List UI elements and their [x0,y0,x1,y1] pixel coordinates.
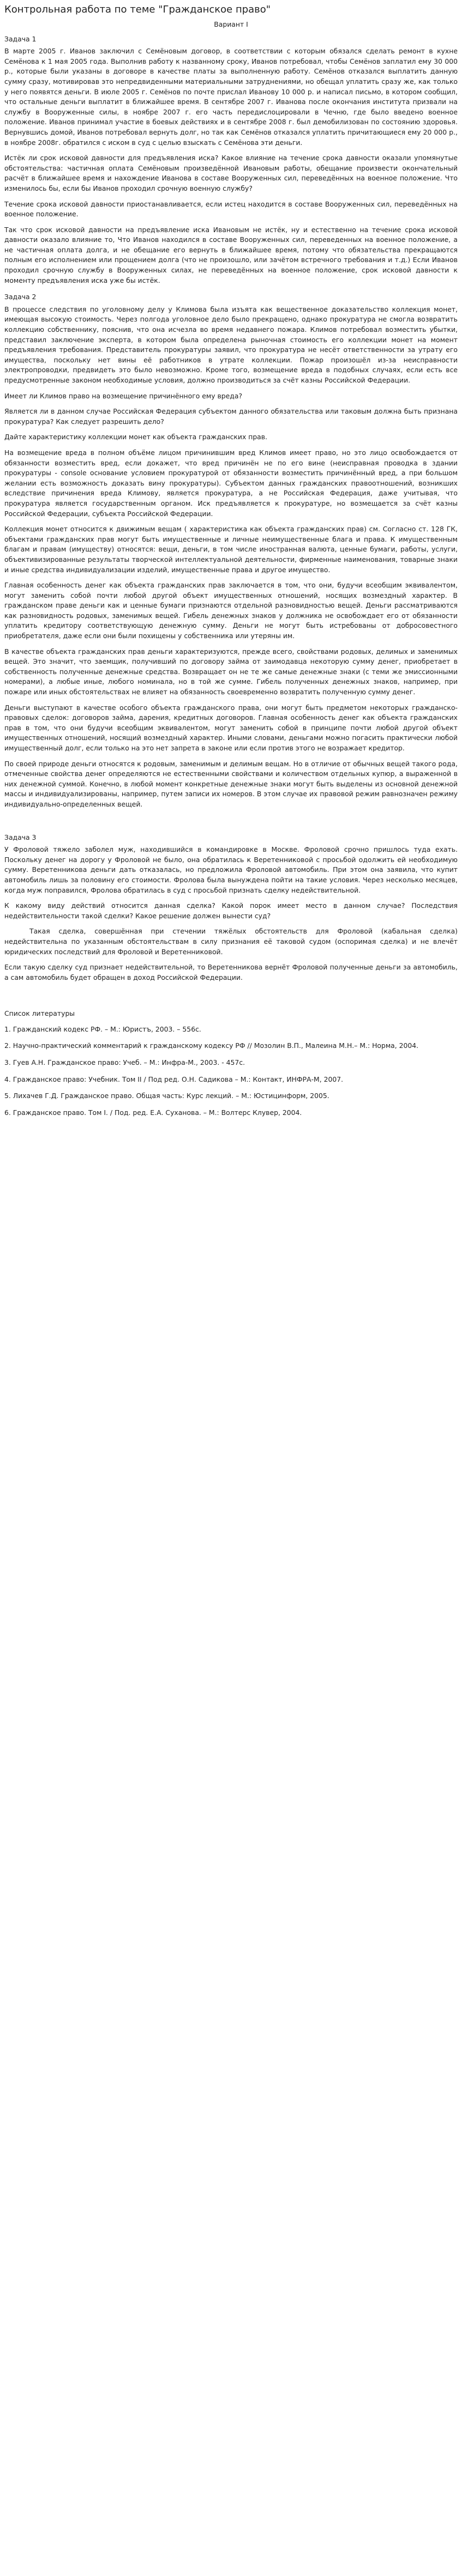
task-3-answer-2: Если такую сделку суд признает недействительной, то Веретенникова вернёт Фроловой полученные деньги за автомобиль, а сам автомобиль будет обращен в доход Российской Федерации. [4,963,458,981]
task-2-question-3: Дайте характеристику коллекции монет как объекта гражданских прав. [4,433,268,441]
literature-item: 1. Гражданский кодекс РФ. – М.: Юристъ, 2003. – 556с. [4,1025,201,1033]
literature-heading: Список литературы [4,1009,75,1018]
task-2-question-1: Имеет ли Климов право на возмещение причинённого ему вреда? [4,391,243,400]
section-spacer [4,815,458,826]
document [0,0,462,1137]
task-3-problem: У Фроловой тяжело заболел муж, находившийся в командировке в Москве. Фроловой срочно пришлось туда ехать. Поскольку денег на дорогу у Фроловой не было, она обратилась к Веретенниковой с просьбой одолжить ей необходимую сумму. Веретенникова деньги дать отказалась, но предложила Фроловой автомобиль. При этом она заявила, что купит автомобиль лишь за половину его стоимости. Фролова была вынуждена пойти на такие условия. Через несколько месяцев, когда муж поправился, Фролова обратилась в суд с просьбой признать сделку недействительной. [4,845,458,894]
task-1-heading: Задача 1 [4,34,37,43]
literature-item: 6. Гражданское право. Том I. / Под. ред. Е.А. Суханова. – М.: Волтерс Клувер, 2004. [4,1108,302,1117]
task-2-answer-3: Главная особенность денег как объекта гражданских прав заключается в том, что они, будучи всеобщим эквивалентом, могут заменить собой почти любой другой объект имущественных отношений, носящих возмездный характер. В гражданском праве деньги как и ценные бумаги признаются отдельной разновидностью вещей. Деньги рассматриваются как разновидность родовых, заменимых вещей. Гибель денежных знаков у должника не освобождает его от обязанности уплатить кредитору соответствующую денежную сумму. Деньги не могут быть истребованы от добросовестного приобретателя, даже если они были похищены у собственника или утеряны им. [4,581,458,640]
task-2-question-2: Является ли в данном случае Российская Федерация субъектом данного обязательства или таковым должна быть признана прокуратура? Как следует разрешить дело? [4,407,458,426]
task-2-heading: Задача 2 [4,293,37,301]
document-title: Контрольная работа по теме "Гражданское право" [4,4,271,15]
task-1-answer-rule: Течение срока исковой давности приостанавливается, если истец находится в составе Вооруженных сил, переведённых на военное положение. [4,199,458,219]
task-1-problem: В марте 2005 г. Иванов заключил с Семёновым договор, в соответствии с которым обязался сделать ремонт в кухне Семёнова к 1 мая 2005 года. Выполнив работу к названному сроку, Иванов потребовал, чтобы Семёнов заплатил ему 30 000 р., которые были указаны в договоре в качестве платы за выполненную работу. Семёнов отказался выплатить данную сумму сразу, мотивировав это непредвиденными материальными затруднениями, но обещал уплатить сразу же, как только у него появятся деньги. В июле 2005 г. Семёнов по почте прислал Иванову 10 000 р. и написал письмо, в котором сообщил, что остальные деньги выплатит в ближайшее время. В сентябре 2007 г. Иванова после окончания института призвали на службу в Вооруженные силы, в ноябре 2007 г. его часть передислоцировали в Чечню, где было введено военное положение. Иванов принимал участие в боевых действиях и в сентябре 2008 г. был демобилизован по состоянию здоровья. Вернувшись домой, Иванов потребовал вернуть долг, но так как Семёнов отказался уплатить причитающиеся ему 20 000 р., в ноябре 2008г. обратился с иском в суд с целью взыскать с Семёнова эти деньги. [4,47,458,147]
task-2-problem: В процессе следствия по уголовному делу у Климова была изъята как вещественное доказательство коллекция монет, имеющая высокую стоимость. Через полгода уголовное дело было прекращено, однако прокуратура не смогла возвратить коллекцию собственнику, пояснив, что она исчезла во время недавнего пожара. Климов потребовал возместить убытки, представил заключение эксперта, в котором была определена рыночная стоимость его коллекции монет на момент предъявления требования. Представитель прокуратуры заявил, что прокуратура не несёт ответственности за утрату его имущества, поскольку нет вины её работников в утрате коллекции. Пожар произошёл из-за неисправности электропроводки, предвидеть это было невозможно. Кроме того, возмещение вреда в подобных случаях, если есть все предусмотренные законом необходимые условия, должно производиться за счёт казны Российской Федерации. [4,305,458,384]
task-2-answer-6: По своей природе деньги относятся к родовым, заменимым и делимым вещам. Но в отличие от обычных вещей такого рода, отмеченные свойства денег определяются не естественными свойствами и количеством отдельных купюр, а выраженной в них денежной суммой. Конечно, в любой момент конкретные денежные знаки могут быть выделены из основной денежной массы и индивидуализированы, например, путем записи их номеров. В этом случае их правовой режим равнозначен режиму индивидуально-определенных вещей. [4,759,458,808]
task-1-questions: Истёк ли срок исковой давности для предъявления иска? Какое влияние на течение срока давности оказали упомянутые обстоятельства: частичная оплата Семёновым произведённой Ивановым работы, обещание произвести окончательный расчёт в ближайшее время и нахождение Иванова в составе Вооруженных сил, переведённых на военное положение. Что изменилось бы, если бы Иванов проходил срочную военную службу? [4,154,458,192]
literature-item: 5. Лихачев Г.Д. Гражданское право. Общая часть: Курс лекций. – М.: Юстицинформ, 2005. [4,1092,329,1100]
section-spacer [4,988,458,999]
literature-list [4,1025,458,1118]
task-1-answer: Так что срок исковой давности на предъявление иска Ивановым не истёк, ну и естественно на течение срока исковой давности оказало влияние то, Что Иванов находился в составе Вооруженных сил, переведенных на военное положение, а не частичная оплата долга, и не обещание его вернуть в ближайшее время, потому что обязательства прекращаются полным его исполнением или прощением долга (что не произошло, или зачётом встречного требования и т.д.) Если Иванов проходил срочную службу в Вооруженных силах, не переведённых на военное положение, срок исковой давности к моменту предъявления иска уже бы истёк. [4,225,458,284]
task-2-answer-5: Деньги выступают в качестве особого объекта гражданского права, они могут быть предметом некоторых гражданско-правовых сделок: договоров займа, дарения, кредитных договоров. Главная особенность денег как объекта гражданских прав в том, что они будучи всеобщим эквивалентом, могут заменить собой в принципе почти любой другой объект имущественных отношений, носящий возмездный характер. Иными словами, деньгами можно погасить практически любой имущественный долг, если только на это нет запрета в законе или если против этого не возражает кредитор. [4,703,458,752]
task-2-answer-2: Коллекция монет относится к движимым вещам ( характеристика как объекта гражданских прав) см. Согласно ст. 128 ГК, объектами гражданских прав могут быть имущественные и личные неимущественные блага и права. К имущественным благам и правам (имуществу) относятся: вещи, деньги, в том числе иностранная валюта, ценные бумаги, работы, услуги, объективизированные результаты творческой интеллектуальной деятельности, фирменные наименования, товарные знаки и иные средства индивидуализации изделий, имущественные права и другое имущество. [4,525,458,574]
task-3-section [4,833,458,983]
task-2-section [4,292,458,809]
task-2-answer-1: На возмещение вреда в полном объёме лицом причинившим вред Климов имеет право, но это лицо освобождается от обязанности возместить вред, если докажет, что вред причинён не по его вине (неисправная проводка в здании прокуратуры - console основание условием прокуратурой от обязанности возместить причинённый вред, а при большом желании есть возможность доказать вину прокуратуры). Субъектом данных гражданских правоотношений, возникших вследствие причинения вреда Климову, является прокуратура, а не Российская Федерация, даже учитывая, что прокуратура является государственным органом. Иск предъявляется к прокуратуре, но возмещается за счёт казны Российской Федерации, субъекта Российской Федерации. [4,448,458,518]
literature-section [4,1009,458,1118]
task-3-heading: Задача 3 [4,833,37,841]
literature-item: 4. Гражданское право: Учебник. Том II / Под ред. О.Н. Садикова – М.: Контакт, ИНФРА-М, 2007. [4,1075,344,1083]
task-3-questions: К какому виду действий относится данная сделка? Какой порок имеет место в данном случае? Последствия недействительности такой сделки? Какое решение должен вынести суд? [4,901,458,920]
task-2-answer-4: В качестве объекта гражданских прав деньги характеризуются, прежде всего, свойствами родовых, делимых и заменимых вещей. Это значит, что заемщик, получивший по договору займа от заимодавца некоторую сумму денег, приобретает в собственность полученные денежные средства. Возвращает он не те же самые денежные знаки (с теми же эмиссионными номерами), а любые иные, любого номинала, но в той же сумме. Гибель полученных денежных знаков, например, при пожаре или иных обстоятельствах не влияет на обязанность своевременно возвратить полученную сумму денег. [4,647,458,696]
literature-item: 2. Научно-практический комментарий к гражданскому кодексу РФ // Мозолин В.П., Малеина М.Н.– М.: Норма, 2004. [4,1041,419,1050]
literature-item: 3. Гуев А.Н. Гражданское право: Учеб. – М.: Инфра-М., 2003. - 457с. [4,1058,245,1067]
task-3-answer-1: Такая сделка, совершённая при стечении тяжёлых обстоятельств для Фроловой (кабальная сделка) недействительна по указанным обстоятельствам в силу признания её таковой судом (оспоримая сделка) и не влечёт юридических последствий для Фроловой и Веретенниковой. [4,927,458,956]
task-1-section [4,34,458,286]
variant-label: Вариант I [214,20,248,28]
